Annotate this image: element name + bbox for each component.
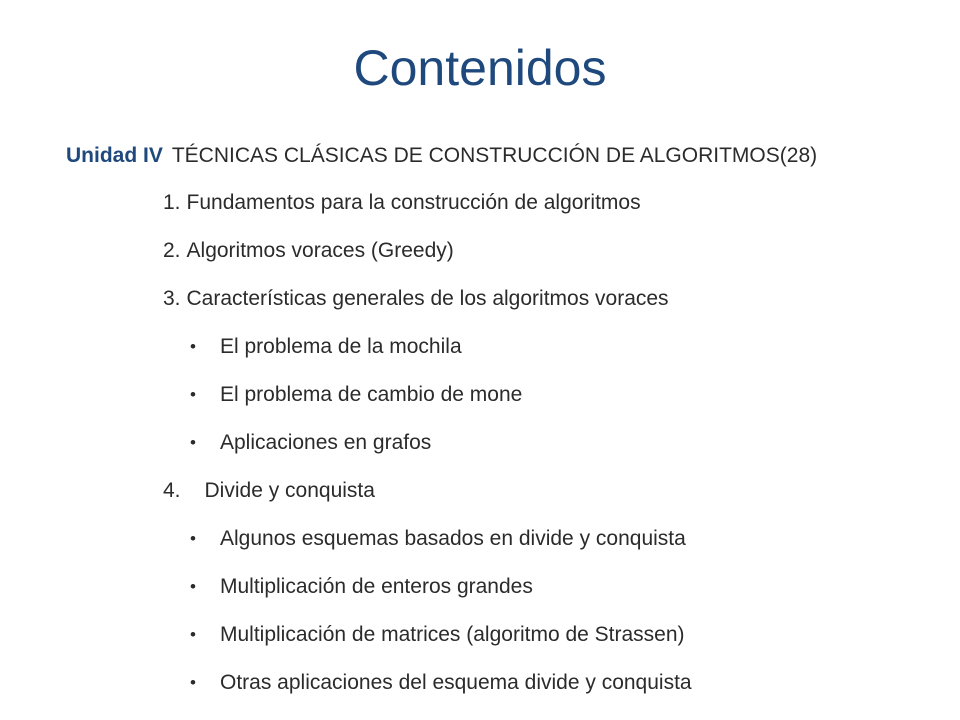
bullet-icon: • — [190, 577, 196, 596]
item-text: Fundamentos para la construcción de algoritmos — [186, 191, 641, 214]
bullet-icon: • — [190, 673, 196, 692]
list-item — [163, 237, 454, 265]
sub-item: El problema de cambio de mone — [220, 383, 523, 406]
list-item — [163, 285, 669, 313]
sub-item: Otras aplicaciones del esquema divide y conquista — [220, 671, 692, 694]
bullet-icon: • — [190, 385, 196, 404]
unit-title: TÉCNICAS CLÁSICAS DE CONSTRUCCIÓN DE ALGORITMOS(28) — [171, 144, 818, 167]
sub-item: Multiplicación de matrices (algoritmo de Strassen) — [220, 623, 685, 646]
list-item — [163, 189, 641, 217]
item-number: 1. — [163, 191, 181, 214]
sub-item: Algunos esquemas basados en divide y conquista — [220, 527, 686, 550]
bullet-icon: • — [190, 529, 196, 548]
item-text: Características generales de los algoritmos voraces — [186, 287, 669, 310]
unit-label: Unidad IV — [66, 144, 163, 167]
sub-item: Aplicaciones en grafos — [220, 431, 432, 454]
bullet-icon: • — [190, 433, 196, 452]
sub-item: El problema de la mochila — [220, 335, 462, 358]
item-text: Algoritmos voraces (Greedy) — [186, 239, 454, 262]
item-number: 2. — [163, 239, 181, 262]
item-number: 4. — [163, 479, 181, 502]
sub-item: Multiplicación de enteros grandes — [220, 575, 533, 598]
page-title: Contenidos — [353, 40, 607, 96]
unit-heading — [66, 142, 817, 170]
item-number: 3. — [163, 287, 181, 310]
bullet-icon: • — [190, 337, 196, 356]
list-item — [163, 477, 375, 505]
bullet-icon: • — [190, 625, 196, 644]
item-text: Divide y conquista — [204, 479, 375, 502]
